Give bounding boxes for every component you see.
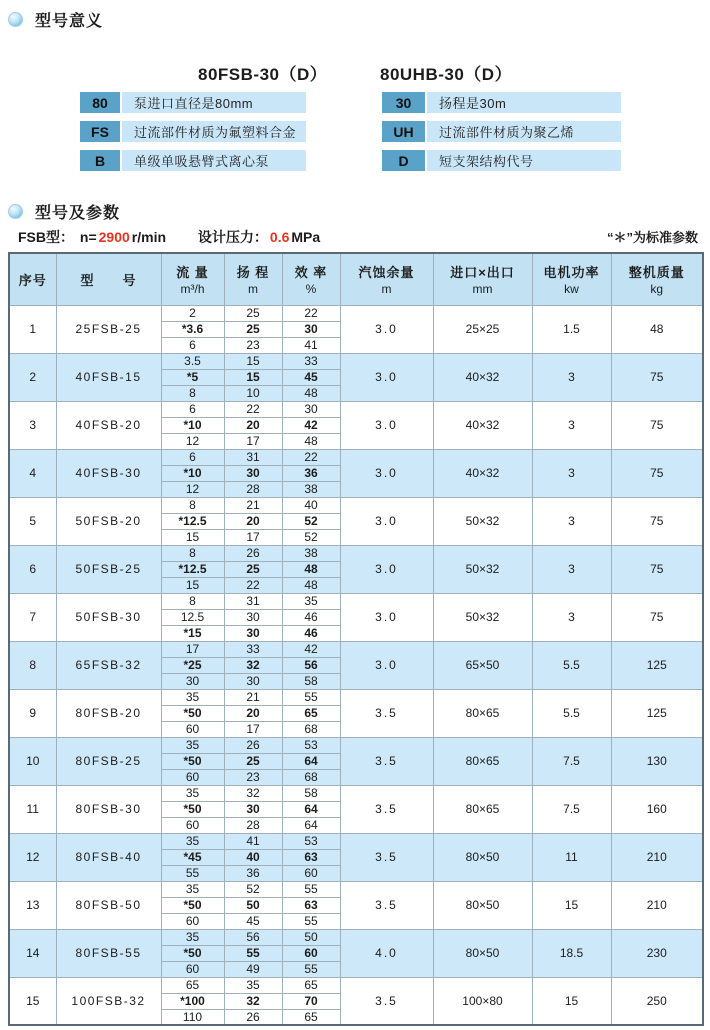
power-cell: 15 xyxy=(532,881,611,929)
head-cell: 22 xyxy=(224,401,282,417)
col-header-weight: 整机质量 kg xyxy=(611,253,703,305)
flow-cell: *50 xyxy=(161,801,224,817)
ports-cell: 80×65 xyxy=(433,689,532,737)
flow-cell: 60 xyxy=(161,913,224,929)
ports-cell: 80×65 xyxy=(433,737,532,785)
meaning-code: B xyxy=(80,150,120,171)
efficiency-cell: 35 xyxy=(282,593,340,609)
efficiency-cell: 60 xyxy=(282,865,340,881)
efficiency-cell: 30 xyxy=(282,321,340,337)
weight-cell: 75 xyxy=(611,593,703,641)
flow-cell: 60 xyxy=(161,961,224,977)
col-header-efficiency: 效 率 % xyxy=(282,253,340,305)
pressure-label: 设计压力： xyxy=(197,229,268,245)
npsh-cell: 3.5 xyxy=(340,833,433,881)
row-index-cell: 6 xyxy=(9,545,56,593)
flow-cell: 8 xyxy=(161,545,224,561)
row-index-cell: 11 xyxy=(9,785,56,833)
meaning-code: 80 xyxy=(80,92,120,113)
npsh-cell: 3.0 xyxy=(340,593,433,641)
head-cell: 50 xyxy=(224,897,282,913)
efficiency-cell: 42 xyxy=(282,641,340,657)
head-cell: 20 xyxy=(224,705,282,721)
efficiency-cell: 65 xyxy=(282,705,340,721)
params-line xyxy=(18,227,702,247)
efficiency-cell: 55 xyxy=(282,961,340,977)
head-cell: 30 xyxy=(224,465,282,481)
efficiency-cell: 64 xyxy=(282,801,340,817)
head-cell: 36 xyxy=(224,865,282,881)
efficiency-cell: 46 xyxy=(282,609,340,625)
npsh-cell: 3.0 xyxy=(340,305,433,353)
npsh-cell: 3.5 xyxy=(340,737,433,785)
head-cell: 32 xyxy=(224,657,282,673)
efficiency-cell: 46 xyxy=(282,625,340,641)
efficiency-cell: 48 xyxy=(282,385,340,401)
ports-cell: 65×50 xyxy=(433,641,532,689)
head-cell: 22 xyxy=(224,577,282,593)
power-cell: 3 xyxy=(532,353,611,401)
flow-cell: 35 xyxy=(161,929,224,945)
npsh-cell: 3.5 xyxy=(340,977,433,1025)
weight-cell: 75 xyxy=(611,545,703,593)
model-cell: 40FSB-15 xyxy=(56,353,161,401)
ports-cell: 80×50 xyxy=(433,833,532,881)
weight-cell: 75 xyxy=(611,449,703,497)
flow-cell: 35 xyxy=(161,689,224,705)
table-row xyxy=(9,401,703,417)
head-cell: 26 xyxy=(224,1009,282,1025)
meaning-desc: 泵进口直径是80mm xyxy=(122,92,306,113)
flow-cell: 35 xyxy=(161,737,224,753)
power-cell: 3 xyxy=(532,449,611,497)
col-header-ports: 进口×出口 mm xyxy=(433,253,532,305)
flow-cell: *5 xyxy=(161,369,224,385)
model-cell: 50FSB-30 xyxy=(56,593,161,641)
flow-cell: 15 xyxy=(161,529,224,545)
flow-cell: 35 xyxy=(161,785,224,801)
head-cell: 21 xyxy=(224,497,282,513)
head-cell: 32 xyxy=(224,993,282,1009)
row-index-cell: 1 xyxy=(9,305,56,353)
flow-cell: *15 xyxy=(161,625,224,641)
meaning-desc: 短支架结构代号 xyxy=(427,150,621,171)
efficiency-cell: 50 xyxy=(282,929,340,945)
col-header-model: 型 号 xyxy=(56,253,161,305)
table-row xyxy=(9,545,703,561)
row-index-cell: 10 xyxy=(9,737,56,785)
flow-cell: 8 xyxy=(161,385,224,401)
flow-cell: *12.5 xyxy=(161,561,224,577)
head-cell: 30 xyxy=(224,673,282,689)
power-cell: 3 xyxy=(532,497,611,545)
model-cell: 50FSB-25 xyxy=(56,545,161,593)
row-index-cell: 13 xyxy=(9,881,56,929)
efficiency-cell: 63 xyxy=(282,849,340,865)
flow-cell: 12.5 xyxy=(161,609,224,625)
flow-cell: *45 xyxy=(161,849,224,865)
row-index-cell: 9 xyxy=(9,689,56,737)
head-cell: 31 xyxy=(224,449,282,465)
weight-cell: 125 xyxy=(611,641,703,689)
efficiency-cell: 22 xyxy=(282,305,340,321)
efficiency-cell: 68 xyxy=(282,721,340,737)
power-cell: 15 xyxy=(532,977,611,1025)
flow-cell: *50 xyxy=(161,705,224,721)
efficiency-cell: 68 xyxy=(282,769,340,785)
power-cell: 3 xyxy=(532,545,611,593)
head-cell: 20 xyxy=(224,513,282,529)
ports-cell: 80×50 xyxy=(433,929,532,977)
ports-cell: 80×50 xyxy=(433,881,532,929)
section-title-text: 型号及参数 xyxy=(35,205,121,222)
efficiency-cell: 56 xyxy=(282,657,340,673)
flow-cell: 12 xyxy=(161,481,224,497)
weight-cell: 125 xyxy=(611,689,703,737)
head-cell: 31 xyxy=(224,593,282,609)
efficiency-cell: 22 xyxy=(282,449,340,465)
weight-cell: 75 xyxy=(611,353,703,401)
head-cell: 41 xyxy=(224,833,282,849)
speed-prefix: n= xyxy=(79,229,97,245)
ports-cell: 50×32 xyxy=(433,593,532,641)
col-header-head: 扬 程 m xyxy=(224,253,282,305)
row-index-cell: 15 xyxy=(9,977,56,1025)
npsh-cell: 3.0 xyxy=(340,545,433,593)
standard-note: “＊”为标准参数 xyxy=(606,230,698,245)
power-cell: 5.5 xyxy=(532,689,611,737)
efficiency-cell: 30 xyxy=(282,401,340,417)
head-cell: 28 xyxy=(224,481,282,497)
npsh-cell: 3.0 xyxy=(340,449,433,497)
table-row xyxy=(9,737,703,753)
table-row xyxy=(9,929,703,945)
head-cell: 32 xyxy=(224,785,282,801)
head-cell: 23 xyxy=(224,769,282,785)
pump-parameters-table xyxy=(8,252,704,1026)
ports-cell: 40×32 xyxy=(433,353,532,401)
meaning-code: D xyxy=(382,150,425,171)
efficiency-cell: 60 xyxy=(282,945,340,961)
table-row xyxy=(9,641,703,657)
model-meaning-left-bars xyxy=(80,92,306,179)
flow-cell: *10 xyxy=(161,417,224,433)
efficiency-cell: 55 xyxy=(282,881,340,897)
head-cell: 28 xyxy=(224,817,282,833)
head-cell: 56 xyxy=(224,929,282,945)
head-cell: 17 xyxy=(224,529,282,545)
efficiency-cell: 52 xyxy=(282,513,340,529)
meaning-bar xyxy=(382,150,621,171)
efficiency-cell: 36 xyxy=(282,465,340,481)
head-cell: 17 xyxy=(224,721,282,737)
flow-cell: 60 xyxy=(161,721,224,737)
col-header-flow: 流 量 m³/h xyxy=(161,253,224,305)
head-cell: 40 xyxy=(224,849,282,865)
npsh-cell: 3.0 xyxy=(340,353,433,401)
table-row xyxy=(9,593,703,609)
meaning-bar xyxy=(80,92,306,113)
meaning-bar xyxy=(382,121,621,142)
weight-cell: 230 xyxy=(611,929,703,977)
flow-cell: 17 xyxy=(161,641,224,657)
efficiency-cell: 41 xyxy=(282,337,340,353)
flow-cell: *25 xyxy=(161,657,224,673)
flow-cell: *100 xyxy=(161,993,224,1009)
col-header-power: 电机功率 kw xyxy=(532,253,611,305)
row-index-cell: 7 xyxy=(9,593,56,641)
flow-cell: *50 xyxy=(161,945,224,961)
flow-cell: 12 xyxy=(161,433,224,449)
pressure-value: 0.6 xyxy=(269,229,290,245)
npsh-cell: 3.0 xyxy=(340,401,433,449)
flow-cell: 8 xyxy=(161,593,224,609)
flow-cell: 60 xyxy=(161,817,224,833)
model-heading-fsb: 80FSB-30（D） xyxy=(198,65,328,84)
head-cell: 10 xyxy=(224,385,282,401)
meaning-desc: 单级单吸悬臂式离心泵 xyxy=(122,150,306,171)
model-cell: 25FSB-25 xyxy=(56,305,161,353)
efficiency-cell: 48 xyxy=(282,577,340,593)
head-cell: 30 xyxy=(224,801,282,817)
weight-cell: 250 xyxy=(611,977,703,1025)
efficiency-cell: 58 xyxy=(282,673,340,689)
efficiency-cell: 42 xyxy=(282,417,340,433)
efficiency-cell: 55 xyxy=(282,913,340,929)
flow-cell: 6 xyxy=(161,401,224,417)
flow-cell: 60 xyxy=(161,769,224,785)
efficiency-cell: 38 xyxy=(282,481,340,497)
model-cell: 100FSB-32 xyxy=(56,977,161,1025)
npsh-cell: 4.0 xyxy=(340,929,433,977)
head-cell: 30 xyxy=(224,609,282,625)
power-cell: 7.5 xyxy=(532,785,611,833)
section-params-title xyxy=(8,200,120,223)
flow-cell: 35 xyxy=(161,881,224,897)
meaning-bar xyxy=(382,92,621,113)
bullet-ball-icon xyxy=(8,12,23,27)
head-cell: 25 xyxy=(224,321,282,337)
efficiency-cell: 48 xyxy=(282,433,340,449)
efficiency-cell: 63 xyxy=(282,897,340,913)
flow-cell: 8 xyxy=(161,497,224,513)
meaning-desc: 过流部件材质为氟塑料合金 xyxy=(122,121,306,142)
ports-cell: 100×80 xyxy=(433,977,532,1025)
row-index-cell: 2 xyxy=(9,353,56,401)
head-cell: 33 xyxy=(224,641,282,657)
table-row xyxy=(9,977,703,993)
table-row xyxy=(9,833,703,849)
head-cell: 20 xyxy=(224,417,282,433)
flow-cell: 110 xyxy=(161,1009,224,1025)
flow-cell: 30 xyxy=(161,673,224,689)
weight-cell: 210 xyxy=(611,881,703,929)
flow-cell: *3.6 xyxy=(161,321,224,337)
weight-cell: 75 xyxy=(611,401,703,449)
model-meaning-right-bars xyxy=(382,92,621,179)
ports-cell: 40×32 xyxy=(433,449,532,497)
efficiency-cell: 53 xyxy=(282,833,340,849)
speed-value: 2900 xyxy=(98,229,130,245)
table-row xyxy=(9,881,703,897)
head-cell: 25 xyxy=(224,753,282,769)
head-cell: 52 xyxy=(224,881,282,897)
model-cell: 80FSB-30 xyxy=(56,785,161,833)
row-index-cell: 12 xyxy=(9,833,56,881)
meaning-bar xyxy=(80,121,306,142)
table-header xyxy=(9,253,703,305)
table-row xyxy=(9,353,703,369)
head-cell: 15 xyxy=(224,369,282,385)
section-title-text: 型号意义 xyxy=(35,13,104,30)
meaning-desc: 扬程是30m xyxy=(427,92,621,113)
head-cell: 23 xyxy=(224,337,282,353)
table-row xyxy=(9,305,703,321)
flow-cell: 3.5 xyxy=(161,353,224,369)
npsh-cell: 3.5 xyxy=(340,785,433,833)
model-cell: 40FSB-30 xyxy=(56,449,161,497)
model-cell: 40FSB-20 xyxy=(56,401,161,449)
meaning-code: UH xyxy=(382,121,425,142)
ports-cell: 50×32 xyxy=(433,545,532,593)
ports-cell: 25×25 xyxy=(433,305,532,353)
col-header-index: 序号 xyxy=(9,253,56,305)
flow-cell: 6 xyxy=(161,337,224,353)
head-cell: 26 xyxy=(224,737,282,753)
flow-cell: *50 xyxy=(161,897,224,913)
row-index-cell: 4 xyxy=(9,449,56,497)
table-row xyxy=(9,689,703,705)
row-index-cell: 14 xyxy=(9,929,56,977)
head-cell: 21 xyxy=(224,689,282,705)
weight-cell: 75 xyxy=(611,497,703,545)
ports-cell: 50×32 xyxy=(433,497,532,545)
power-cell: 7.5 xyxy=(532,737,611,785)
model-heading-uhb: 80UHB-30（D） xyxy=(380,65,513,84)
power-cell: 11 xyxy=(532,833,611,881)
ports-cell: 80×65 xyxy=(433,785,532,833)
meaning-desc: 过流部件材质为聚乙烯 xyxy=(427,121,621,142)
head-cell: 55 xyxy=(224,945,282,961)
model-cell: 80FSB-55 xyxy=(56,929,161,977)
table-row xyxy=(9,497,703,513)
efficiency-cell: 52 xyxy=(282,529,340,545)
npsh-cell: 3.5 xyxy=(340,881,433,929)
efficiency-cell: 53 xyxy=(282,737,340,753)
head-cell: 17 xyxy=(224,433,282,449)
efficiency-cell: 40 xyxy=(282,497,340,513)
model-cell: 80FSB-50 xyxy=(56,881,161,929)
flow-cell: 15 xyxy=(161,577,224,593)
weight-cell: 48 xyxy=(611,305,703,353)
flow-cell: *12.5 xyxy=(161,513,224,529)
model-cell: 80FSB-25 xyxy=(56,737,161,785)
flow-cell: 6 xyxy=(161,449,224,465)
head-cell: 25 xyxy=(224,305,282,321)
head-cell: 45 xyxy=(224,913,282,929)
flow-cell: *50 xyxy=(161,753,224,769)
pump-type-label: FSB型： xyxy=(18,229,74,245)
meaning-bar xyxy=(80,150,306,171)
flow-cell: 55 xyxy=(161,865,224,881)
power-cell: 18.5 xyxy=(532,929,611,977)
power-cell: 3 xyxy=(532,401,611,449)
flow-cell: 2 xyxy=(161,305,224,321)
row-index-cell: 5 xyxy=(9,497,56,545)
ports-cell: 40×32 xyxy=(433,401,532,449)
pressure-unit: MPa xyxy=(291,229,321,245)
model-cell: 65FSB-32 xyxy=(56,641,161,689)
head-cell: 35 xyxy=(224,977,282,993)
flow-cell: 35 xyxy=(161,833,224,849)
power-cell: 3 xyxy=(532,593,611,641)
table-row xyxy=(9,449,703,465)
head-cell: 25 xyxy=(224,561,282,577)
power-cell: 5.5 xyxy=(532,641,611,689)
efficiency-cell: 58 xyxy=(282,785,340,801)
efficiency-cell: 45 xyxy=(282,369,340,385)
flow-cell: *10 xyxy=(161,465,224,481)
npsh-cell: 3.0 xyxy=(340,641,433,689)
power-cell: 1.5 xyxy=(532,305,611,353)
model-cell: 80FSB-40 xyxy=(56,833,161,881)
weight-cell: 160 xyxy=(611,785,703,833)
efficiency-cell: 64 xyxy=(282,817,340,833)
efficiency-cell: 64 xyxy=(282,753,340,769)
bullet-ball-icon xyxy=(8,204,23,219)
head-cell: 26 xyxy=(224,545,282,561)
head-cell: 49 xyxy=(224,961,282,977)
row-index-cell: 3 xyxy=(9,401,56,449)
head-cell: 30 xyxy=(224,625,282,641)
efficiency-cell: 70 xyxy=(282,993,340,1009)
model-cell: 80FSB-20 xyxy=(56,689,161,737)
head-cell: 15 xyxy=(224,353,282,369)
efficiency-cell: 65 xyxy=(282,1009,340,1025)
efficiency-cell: 38 xyxy=(282,545,340,561)
row-index-cell: 8 xyxy=(9,641,56,689)
weight-cell: 130 xyxy=(611,737,703,785)
pump-table-body xyxy=(9,305,703,1025)
efficiency-cell: 55 xyxy=(282,689,340,705)
flow-cell: 65 xyxy=(161,977,224,993)
meaning-code: FS xyxy=(80,121,120,142)
col-header-npsh: 汽蚀余量 m xyxy=(340,253,433,305)
meaning-code: 30 xyxy=(382,92,425,113)
section-model-meaning-title xyxy=(8,8,103,31)
table-row xyxy=(9,785,703,801)
weight-cell: 210 xyxy=(611,833,703,881)
npsh-cell: 3.5 xyxy=(340,689,433,737)
speed-suffix: r/min xyxy=(131,229,167,245)
npsh-cell: 3.0 xyxy=(340,497,433,545)
efficiency-cell: 33 xyxy=(282,353,340,369)
efficiency-cell: 48 xyxy=(282,561,340,577)
model-cell: 50FSB-20 xyxy=(56,497,161,545)
efficiency-cell: 65 xyxy=(282,977,340,993)
